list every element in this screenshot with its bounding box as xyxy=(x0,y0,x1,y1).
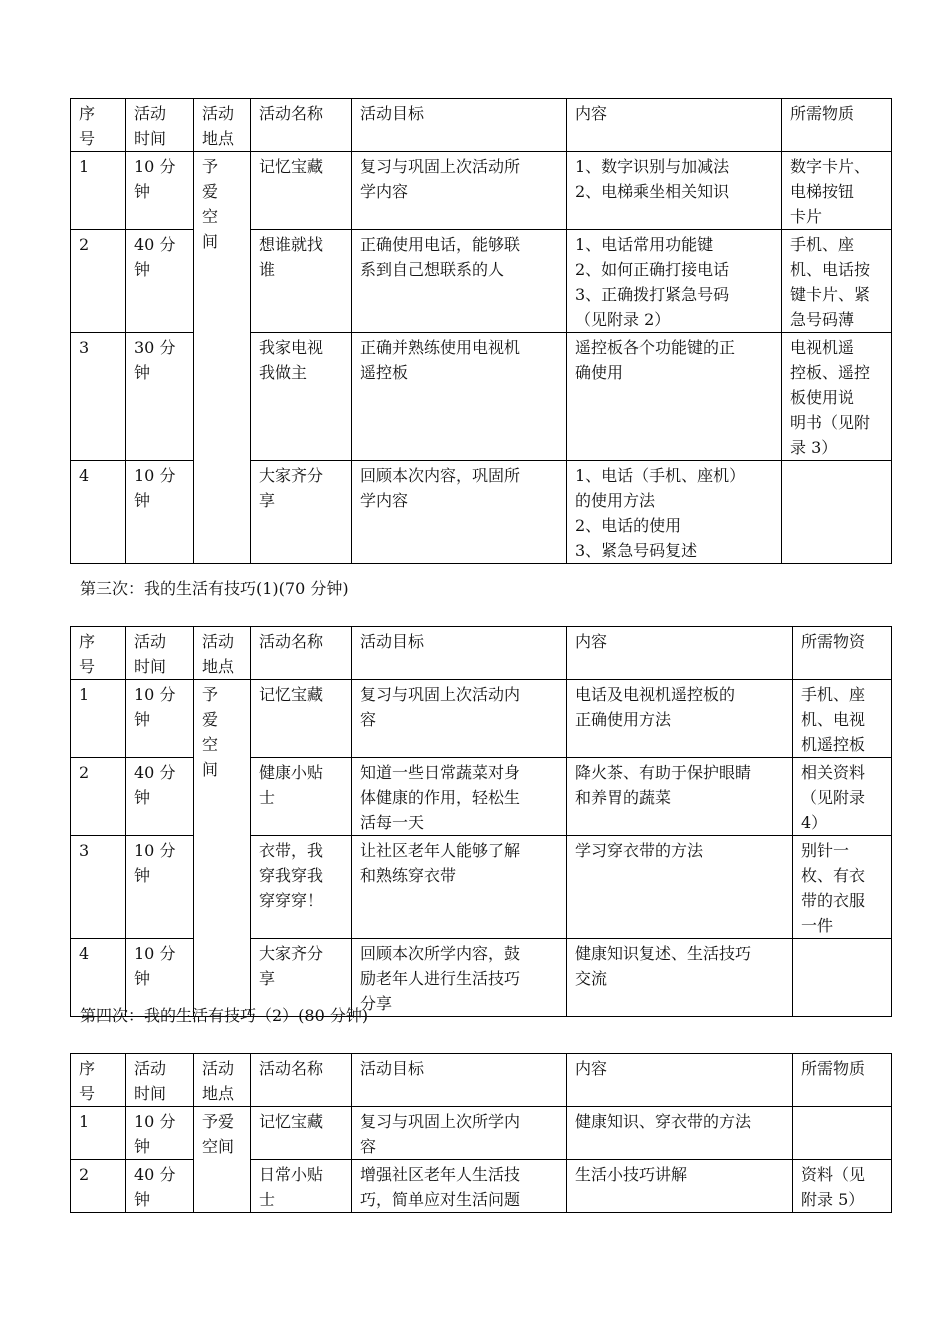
header-cell: 活动 时间 xyxy=(126,99,194,152)
table-row xyxy=(71,1107,892,1160)
cell-no: 3 xyxy=(71,333,126,461)
cell-materials xyxy=(793,939,892,1017)
cell-time: 30 分 钟 xyxy=(126,333,194,461)
header-cell: 内容 xyxy=(567,99,782,152)
header-cell: 活动 时间 xyxy=(126,1054,194,1107)
cell-name: 大家齐分 享 xyxy=(251,939,352,1017)
table-header-row xyxy=(71,99,892,152)
header-cell: 内容 xyxy=(567,1054,793,1107)
header-cell: 活动 地点 xyxy=(194,1054,251,1107)
cell-content: 健康知识复述、生活技巧 交流 xyxy=(567,939,793,1017)
header-cell: 序 号 xyxy=(71,99,126,152)
cell-materials: 手机、座 机、电视 机遥控板 xyxy=(793,680,892,758)
cell-name: 衣带，我 穿我穿我 穿穿穿！ xyxy=(251,836,352,939)
cell-goal: 让社区老年人能够了解 和熟练穿衣带 xyxy=(352,836,567,939)
cell-no: 2 xyxy=(71,230,126,333)
cell-no: 2 xyxy=(71,758,126,836)
header-cell: 活动 时间 xyxy=(126,627,194,680)
header-cell: 所需物资 xyxy=(793,627,892,680)
section-heading-4: 第四次：我的生活有技巧（2）(80 分钟) xyxy=(80,1006,369,1025)
header-cell: 活动名称 xyxy=(251,1054,352,1107)
table-header-row xyxy=(71,627,892,680)
table-row xyxy=(71,680,892,758)
cell-content: 1、数字识别与加减法 2、电梯乘坐相关知识 xyxy=(567,152,782,230)
cell-name: 大家齐分 享 xyxy=(251,461,352,564)
cell-name: 记忆宝藏 xyxy=(251,152,352,230)
cell-location: 予爱 空间 xyxy=(194,1107,251,1213)
cell-goal: 复习与巩固上次活动内 容 xyxy=(352,680,567,758)
cell-goal: 复习与巩固上次活动所 学内容 xyxy=(352,152,567,230)
cell-goal: 正确并熟练使用电视机 遥控板 xyxy=(352,333,567,461)
header-cell: 内容 xyxy=(567,627,793,680)
cell-no: 1 xyxy=(71,152,126,230)
cell-time: 40 分 钟 xyxy=(126,1160,194,1213)
header-cell: 活动名称 xyxy=(251,99,352,152)
cell-no: 2 xyxy=(71,1160,126,1213)
cell-content: 学习穿衣带的方法 xyxy=(567,836,793,939)
header-cell: 活动目标 xyxy=(352,99,567,152)
cell-name: 健康小贴 士 xyxy=(251,758,352,836)
cell-time: 10 分 钟 xyxy=(126,680,194,758)
cell-no: 3 xyxy=(71,836,126,939)
header-cell: 所需物质 xyxy=(793,1054,892,1107)
cell-goal: 知道一些日常蔬菜对身 体健康的作用，轻松生 活每一天 xyxy=(352,758,567,836)
header-cell: 序 号 xyxy=(71,1054,126,1107)
cell-name: 我家电视 我做主 xyxy=(251,333,352,461)
cell-content: 电话及电视机遥控板的 正确使用方法 xyxy=(567,680,793,758)
cell-goal: 回顾本次内容，巩固所 学内容 xyxy=(352,461,567,564)
cell-content: 生活小技巧讲解 xyxy=(567,1160,793,1213)
cell-name: 记忆宝藏 xyxy=(251,680,352,758)
header-cell: 活动 地点 xyxy=(194,627,251,680)
cell-location: 予 爱 空 间 xyxy=(194,152,251,564)
header-cell: 活动目标 xyxy=(352,627,567,680)
header-cell: 活动目标 xyxy=(352,1054,567,1107)
activity-table-2 xyxy=(70,98,892,564)
cell-no: 4 xyxy=(71,939,126,1017)
cell-materials xyxy=(793,1107,892,1160)
cell-name: 想谁就找 谁 xyxy=(251,230,352,333)
activity-table-4 xyxy=(70,1053,892,1213)
cell-time: 10 分 钟 xyxy=(126,939,194,1017)
cell-materials: 手机、座 机、电话按 键卡片、紧 急号码薄 xyxy=(782,230,892,333)
cell-no: 1 xyxy=(71,680,126,758)
header-cell: 活动名称 xyxy=(251,627,352,680)
cell-name: 日常小贴 士 xyxy=(251,1160,352,1213)
cell-no: 1 xyxy=(71,1107,126,1160)
section-heading-3: 第三次：我的生活有技巧(1)(70 分钟) xyxy=(80,579,349,598)
cell-time: 10 分 钟 xyxy=(126,152,194,230)
cell-location: 予 爱 空 间 xyxy=(194,680,251,1017)
cell-content: 降火茶、有助于保护眼睛 和养胃的蔬菜 xyxy=(567,758,793,836)
cell-materials: 别针一 枚、有衣 带的衣服 一件 xyxy=(793,836,892,939)
cell-content: 1、电话常用功能键 2、如何正确打接电话 3、正确拨打紧急号码 （见附录 2） xyxy=(567,230,782,333)
cell-name: 记忆宝藏 xyxy=(251,1107,352,1160)
cell-goal: 回顾本次所学内容，鼓 励老年人进行生活技巧 分享 xyxy=(352,939,567,1017)
cell-materials: 资料（见 附录 5） xyxy=(793,1160,892,1213)
cell-time: 40 分 钟 xyxy=(126,758,194,836)
cell-no: 4 xyxy=(71,461,126,564)
table-header-row xyxy=(71,1054,892,1107)
header-cell: 序 号 xyxy=(71,627,126,680)
table-row xyxy=(71,152,892,230)
cell-materials: 电视机遥 控板、遥控 板使用说 明书（见附 录 3） xyxy=(782,333,892,461)
cell-materials: 相关资料 （见附录 4） xyxy=(793,758,892,836)
cell-content: 健康知识、穿衣带的方法 xyxy=(567,1107,793,1160)
cell-materials xyxy=(782,461,892,564)
cell-goal: 增强社区老年人生活技 巧，简单应对生活问题 xyxy=(352,1160,567,1213)
header-cell: 所需物质 xyxy=(782,99,892,152)
cell-content: 遥控板各个功能键的正 确使用 xyxy=(567,333,782,461)
cell-time: 40 分 钟 xyxy=(126,230,194,333)
cell-time: 10 分 钟 xyxy=(126,836,194,939)
cell-goal: 复习与巩固上次所学内 容 xyxy=(352,1107,567,1160)
header-cell: 活动 地点 xyxy=(194,99,251,152)
cell-content: 1、电话（手机、座机） 的使用方法 2、电话的使用 3、紧急号码复述 xyxy=(567,461,782,564)
activity-table-3 xyxy=(70,626,892,1017)
cell-goal: 正确使用电话，能够联 系到自己想联系的人 xyxy=(352,230,567,333)
cell-time: 10 分 钟 xyxy=(126,1107,194,1160)
cell-materials: 数字卡片、 电梯按钮 卡片 xyxy=(782,152,892,230)
cell-time: 10 分 钟 xyxy=(126,461,194,564)
